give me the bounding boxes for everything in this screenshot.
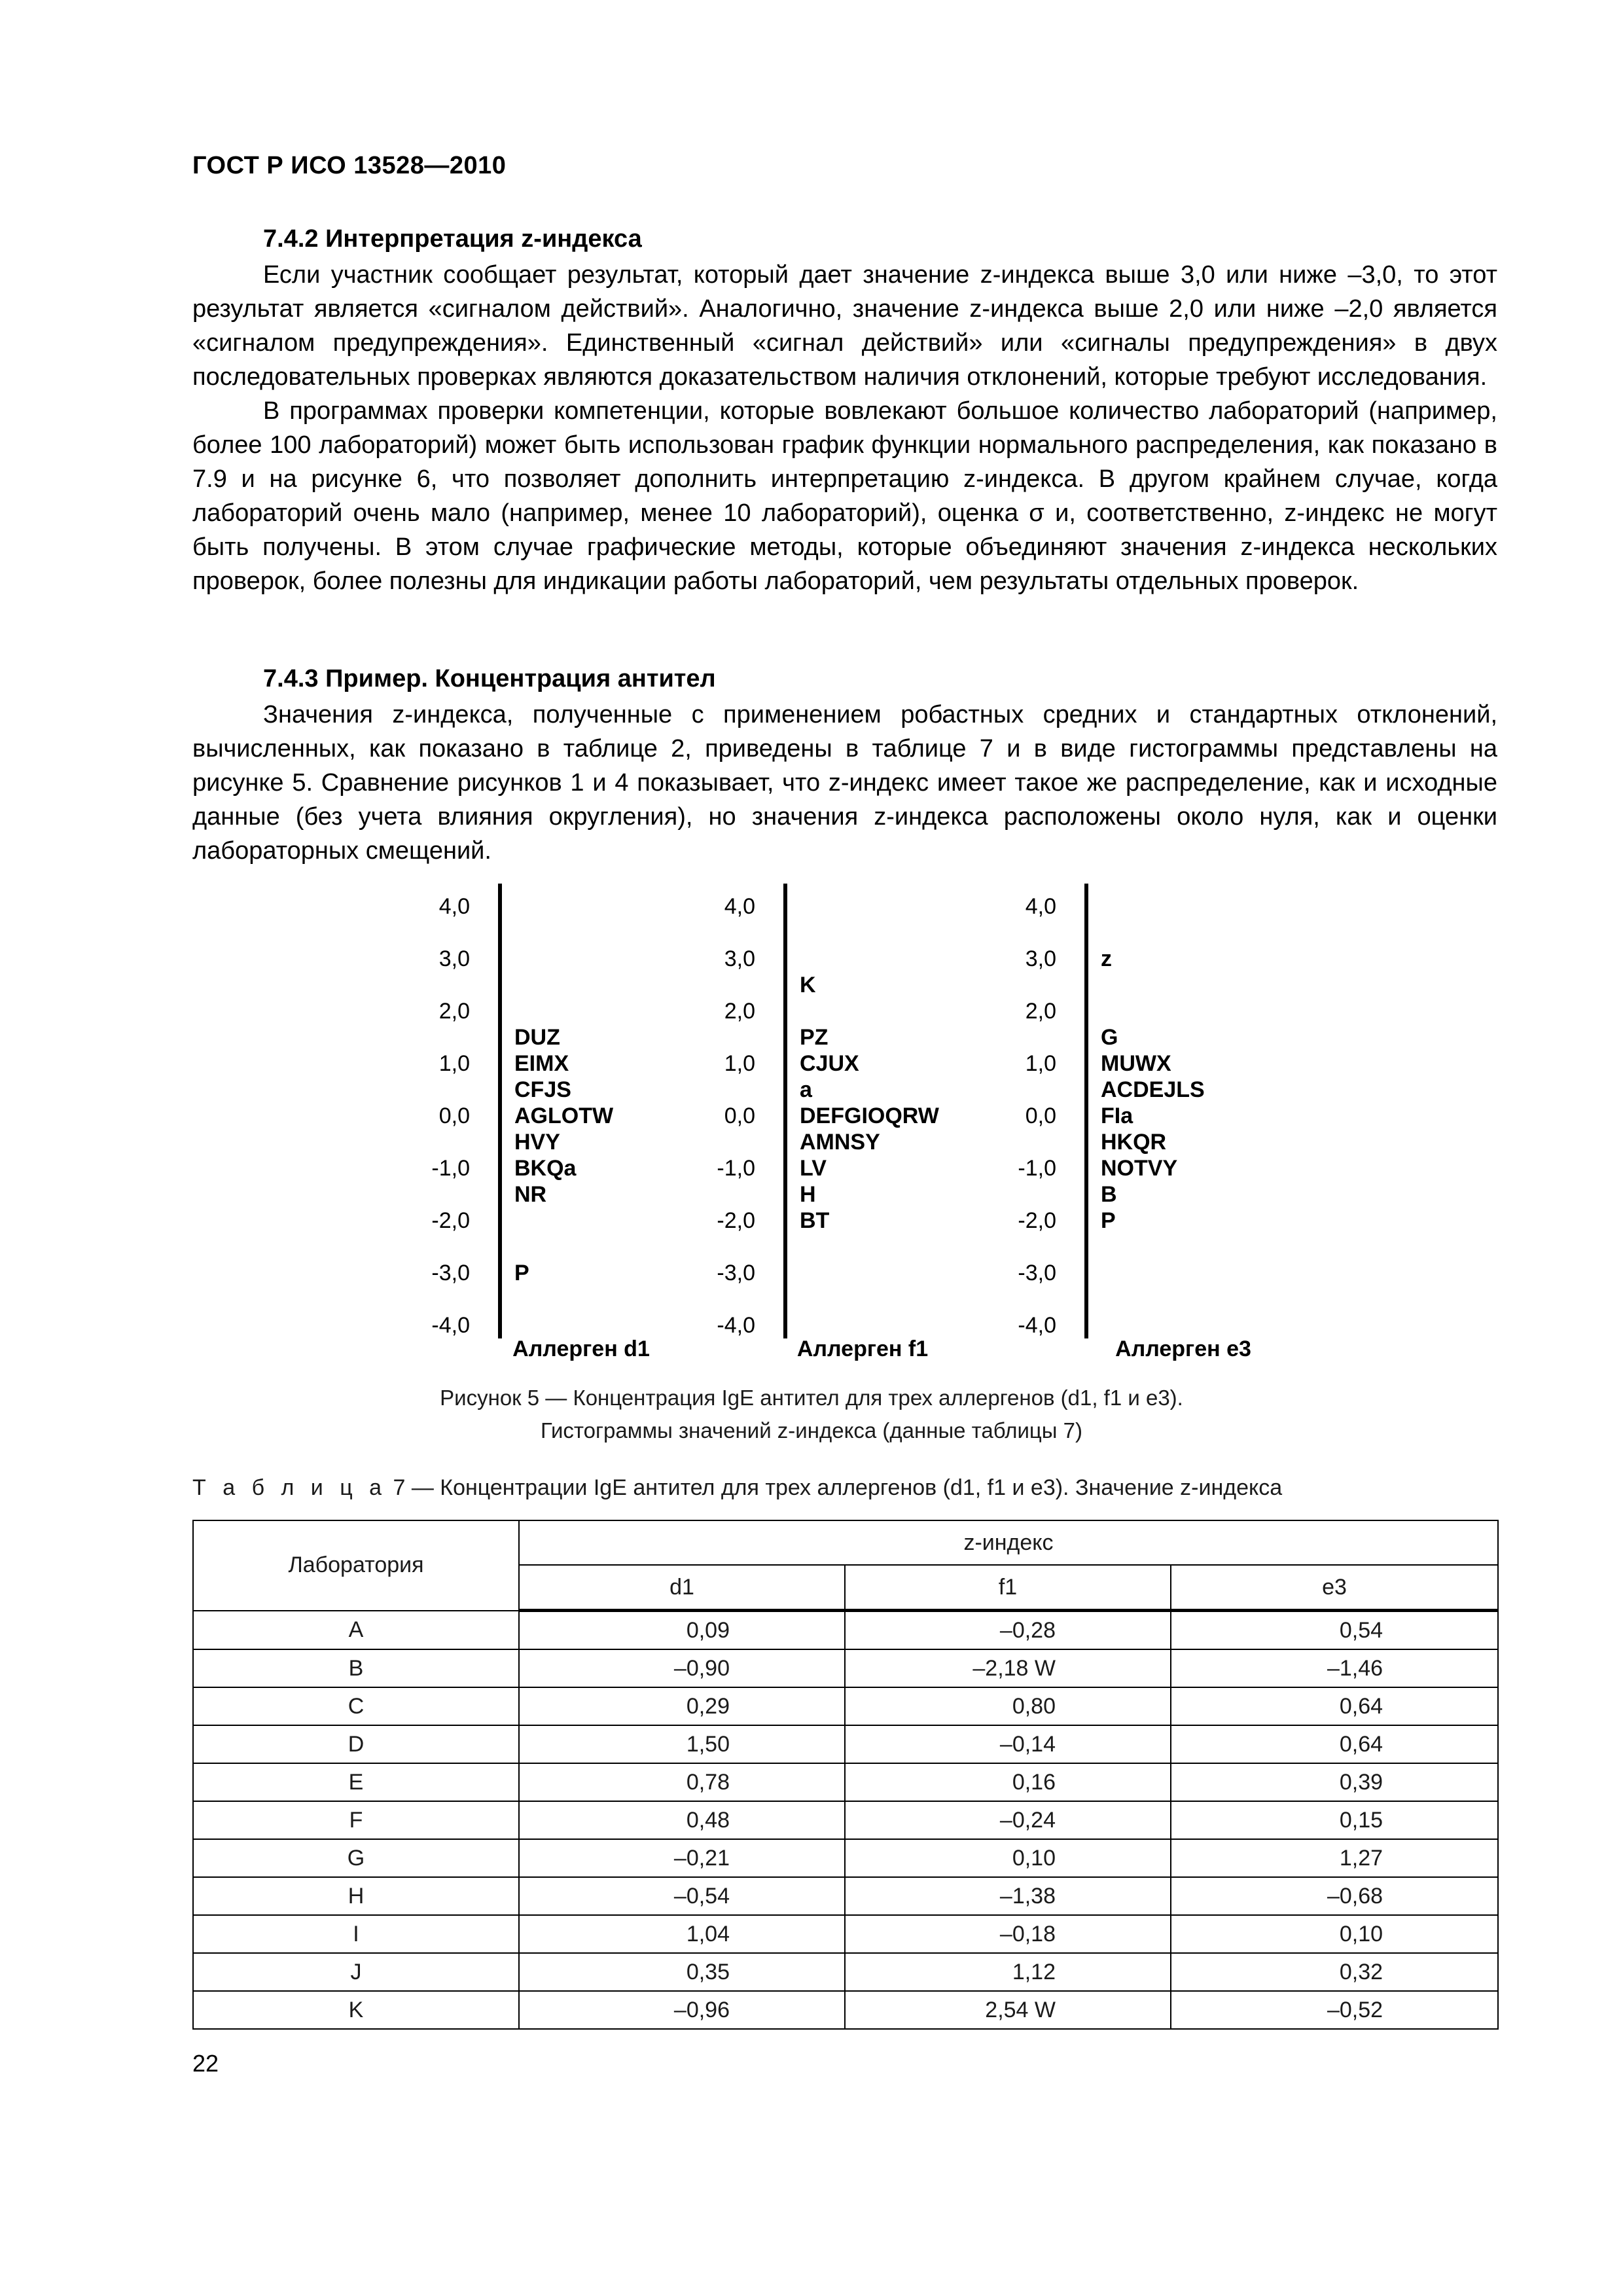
axis-tick-label: 1,0 [438, 1051, 470, 1076]
axis-tick-label: -3,0 [1018, 1261, 1056, 1285]
table-row [193, 1839, 1498, 1877]
cell-laboratory: B [193, 1649, 519, 1687]
histogram-lab-codes: NOTVY [1101, 1156, 1178, 1181]
cell-d1: 0,78 [519, 1763, 845, 1801]
histogram-lab-codes: MUWX [1101, 1051, 1171, 1076]
paragraph: Если участник сообщает результат, который дает значение z-индекса выше 3,0 или ниже –3,0, то этот результат является «сигналом действий». Аналогично, значение z-индекса выше 2,0 или ниже –2,0 является «сигналом предупреждения». Единственный «сигнал действий» или «сигналы предупреждения» в двух последовательных проверках являются доказательством наличия отклонений, которые требуют исследования. [192, 261, 1497, 391]
cell-laboratory: D [193, 1725, 519, 1763]
histogram-lab-codes: PZ [800, 1025, 829, 1050]
table-row [193, 1687, 1498, 1725]
cell-d1: –0,90 [519, 1649, 845, 1687]
table-row [193, 1877, 1498, 1915]
cell-e3: –0,68 [1171, 1877, 1498, 1915]
axis-tick-label: 2,0 [724, 999, 755, 1024]
axis-tick-label: -1,0 [717, 1156, 755, 1181]
table-row [193, 1915, 1498, 1953]
table-row [193, 1953, 1498, 1991]
cell-f1: –2,18 W [845, 1649, 1171, 1687]
cell-e3: 1,27 [1171, 1839, 1498, 1877]
histogram-lab-codes: CJUX [800, 1051, 859, 1076]
column-group-header-z-index: z-индекс [519, 1520, 1498, 1565]
axis-tick-label: 2,0 [1025, 999, 1056, 1024]
table-row [193, 1611, 1498, 1650]
histogram-lab-codes: LV [800, 1156, 827, 1181]
column-header-f1: f1 [845, 1565, 1171, 1611]
cell-f1: 0,10 [845, 1839, 1171, 1877]
table-row [193, 1725, 1498, 1763]
axis-tick-label: 0,0 [724, 1103, 755, 1128]
table-row [193, 1649, 1498, 1687]
cell-e3: 0,64 [1171, 1725, 1498, 1763]
axis-tick-label: 0,0 [1025, 1103, 1056, 1128]
cell-laboratory: I [193, 1915, 519, 1953]
axis-tick-label: 1,0 [724, 1051, 755, 1076]
cell-laboratory: K [193, 1991, 519, 2029]
histogram-lab-codes: EIMX [514, 1051, 569, 1076]
cell-d1: 0,48 [519, 1801, 845, 1839]
table-row [193, 1801, 1498, 1839]
section-heading-7-4-3: 7.4.3 Пример. Концентрация антител [263, 665, 716, 692]
table-row [193, 1763, 1498, 1801]
histogram-lab-codes: AMNSY [800, 1130, 880, 1155]
cell-d1: –0,21 [519, 1839, 845, 1877]
axis-tick-label: -3,0 [717, 1261, 755, 1285]
cell-e3: 0,54 [1171, 1611, 1498, 1650]
cell-e3: 0,15 [1171, 1801, 1498, 1839]
histogram-lab-codes: AGLOTW [514, 1103, 614, 1128]
table-title-prefix: Т а б л и ц а [192, 1475, 387, 1500]
cell-e3: 0,39 [1171, 1763, 1498, 1801]
table-title [192, 1475, 1282, 1501]
histogram-lab-codes: HKQR [1101, 1130, 1167, 1155]
z-index-table [192, 1520, 1499, 2030]
axis-tick-label: -4,0 [717, 1313, 755, 1338]
cell-f1: –0,24 [845, 1801, 1171, 1839]
cell-e3: 0,32 [1171, 1953, 1498, 1991]
axis-tick-label: -2,0 [431, 1208, 470, 1233]
histogram-lab-codes: G [1101, 1025, 1118, 1050]
figure-caption-line-1: Рисунок 5 — Концентрация IgE антител для трех аллергенов (d1, f1 и e3). [440, 1386, 1183, 1410]
cell-e3: 0,10 [1171, 1915, 1498, 1953]
histogram-lab-codes: K [800, 973, 816, 997]
axis-tick-label: 3,0 [724, 946, 755, 971]
histogram-lab-codes: P [1101, 1208, 1116, 1233]
cell-d1: 0,35 [519, 1953, 845, 1991]
histogram-lab-codes: ACDEJLS [1101, 1077, 1205, 1102]
cell-f1: –0,14 [845, 1725, 1171, 1763]
cell-d1: 0,29 [519, 1687, 845, 1725]
axis-tick-label: -2,0 [717, 1208, 755, 1233]
histogram-lab-codes: DEFGIOQRW [800, 1103, 939, 1128]
column-header-laboratory: Лаборатория [193, 1520, 519, 1611]
cell-laboratory: H [193, 1877, 519, 1915]
cell-laboratory: E [193, 1763, 519, 1801]
histogram-lab-codes: z [1101, 946, 1112, 971]
cell-e3: –1,46 [1171, 1649, 1498, 1687]
column-header-d1: d1 [519, 1565, 845, 1611]
cell-laboratory: G [193, 1839, 519, 1877]
cell-f1: –0,18 [845, 1915, 1171, 1953]
axis-tick-label: -3,0 [431, 1261, 470, 1285]
table-title-text: 7 — Концентрации IgE антител для трех аллергенов (d1, f1 и e3). Значение z-индекса [387, 1475, 1283, 1500]
cell-f1: –1,38 [845, 1877, 1171, 1915]
cell-d1: –0,54 [519, 1877, 845, 1915]
cell-laboratory: F [193, 1801, 519, 1839]
paragraph: В программах проверки компетенции, которые вовлекают большое количество лабораторий (например, более 100 лабораторий) может быть использован график функции нормального распределения, как показано в 7.9 и на рисунке 6, что позволяет дополнить интерпретацию z-индекса. В другом крайнем случае, когда лабораторий очень мало (например, менее 10 лабораторий), оценка σ и, соответственно, z-индекс не могут быть получены. В этом случае графические методы, которые объединяют значения z-индекса нескольких проверок, более полезны для индикации работы лабораторий, чем результаты отдельных проверок. [192, 397, 1497, 595]
histogram-lab-codes: P [514, 1261, 529, 1285]
cell-e3: 0,64 [1171, 1687, 1498, 1725]
axis-tick-label: 3,0 [438, 946, 470, 971]
axis-tick-label: 1,0 [1025, 1051, 1056, 1076]
axis-tick-label: 2,0 [438, 999, 470, 1024]
histogram-lab-codes: BKQa [514, 1156, 577, 1181]
table-row [193, 1991, 1498, 2029]
histogram-lab-codes: DUZ [514, 1025, 560, 1050]
axis-tick-label: 0,0 [438, 1103, 470, 1128]
cell-d1: 1,50 [519, 1725, 845, 1763]
histogram-lab-codes: H [800, 1182, 816, 1207]
cell-f1: 0,16 [845, 1763, 1171, 1801]
histogram-lab-codes: BT [800, 1208, 830, 1233]
axis-tick-label: 4,0 [1025, 894, 1056, 919]
axis-tick-label: -4,0 [1018, 1313, 1056, 1338]
cell-f1: 2,54 W [845, 1991, 1171, 2029]
axis-tick-label: -1,0 [1018, 1156, 1056, 1181]
axis-tick-label: 3,0 [1025, 946, 1056, 971]
histogram-panel-title: Аллерген f1 [796, 1336, 929, 1361]
paragraph: Значения z-индекса, полученные с применением робастных средних и стандартных отклонений, вычисленных, как показано в таблице 2, приведены в таблице 7 и в виде гистограммы представлены на рисунке 5. Сравнение рисунков 1 и 4 показывает, что z-индекс имеет такое же распределение, как и исходные данные (без учета влияния округления), но значения z-индекса расположены около нуля, как и оценки лабораторных смещений. [192, 701, 1497, 865]
column-header-e3: e3 [1171, 1565, 1498, 1611]
cell-f1: 1,12 [845, 1953, 1171, 1991]
histogram-lab-codes: CFJS [514, 1077, 571, 1102]
page-number: 22 [192, 2050, 219, 2077]
cell-d1: 1,04 [519, 1915, 845, 1953]
axis-tick-label: -4,0 [431, 1313, 470, 1338]
cell-e3: –0,52 [1171, 1991, 1498, 2029]
histogram-lab-codes: FIa [1101, 1103, 1133, 1128]
figure-caption-line-2: Гистограммы значений z-индекса (данные таблицы 7) [540, 1418, 1083, 1443]
axis-tick-label: 4,0 [438, 894, 470, 919]
cell-d1: 0,09 [519, 1611, 845, 1650]
axis-tick-label: 4,0 [724, 894, 755, 919]
cell-f1: –0,28 [845, 1611, 1171, 1650]
cell-laboratory: A [193, 1611, 519, 1650]
histogram-lab-codes: B [1101, 1182, 1117, 1207]
histogram-panel-title: Аллерген e3 [1115, 1336, 1251, 1361]
histogram-panel-title: Аллерген d1 [512, 1336, 650, 1361]
cell-laboratory: C [193, 1687, 519, 1725]
cell-laboratory: J [193, 1953, 519, 1991]
table-body [193, 1611, 1498, 2030]
histogram-lab-codes: a [800, 1077, 812, 1102]
axis-tick-label: -2,0 [1018, 1208, 1056, 1233]
section-heading-7-4-2: 7.4.2 Интерпретация z-индекса [263, 225, 642, 253]
histogram-lab-codes: HVY [514, 1130, 560, 1155]
cell-f1: 0,80 [845, 1687, 1171, 1725]
cell-d1: –0,96 [519, 1991, 845, 2029]
axis-tick-label: -1,0 [431, 1156, 470, 1181]
histogram-lab-codes: NR [514, 1182, 547, 1207]
document-header: ГОСТ Р ИСО 13528—2010 [192, 152, 507, 179]
